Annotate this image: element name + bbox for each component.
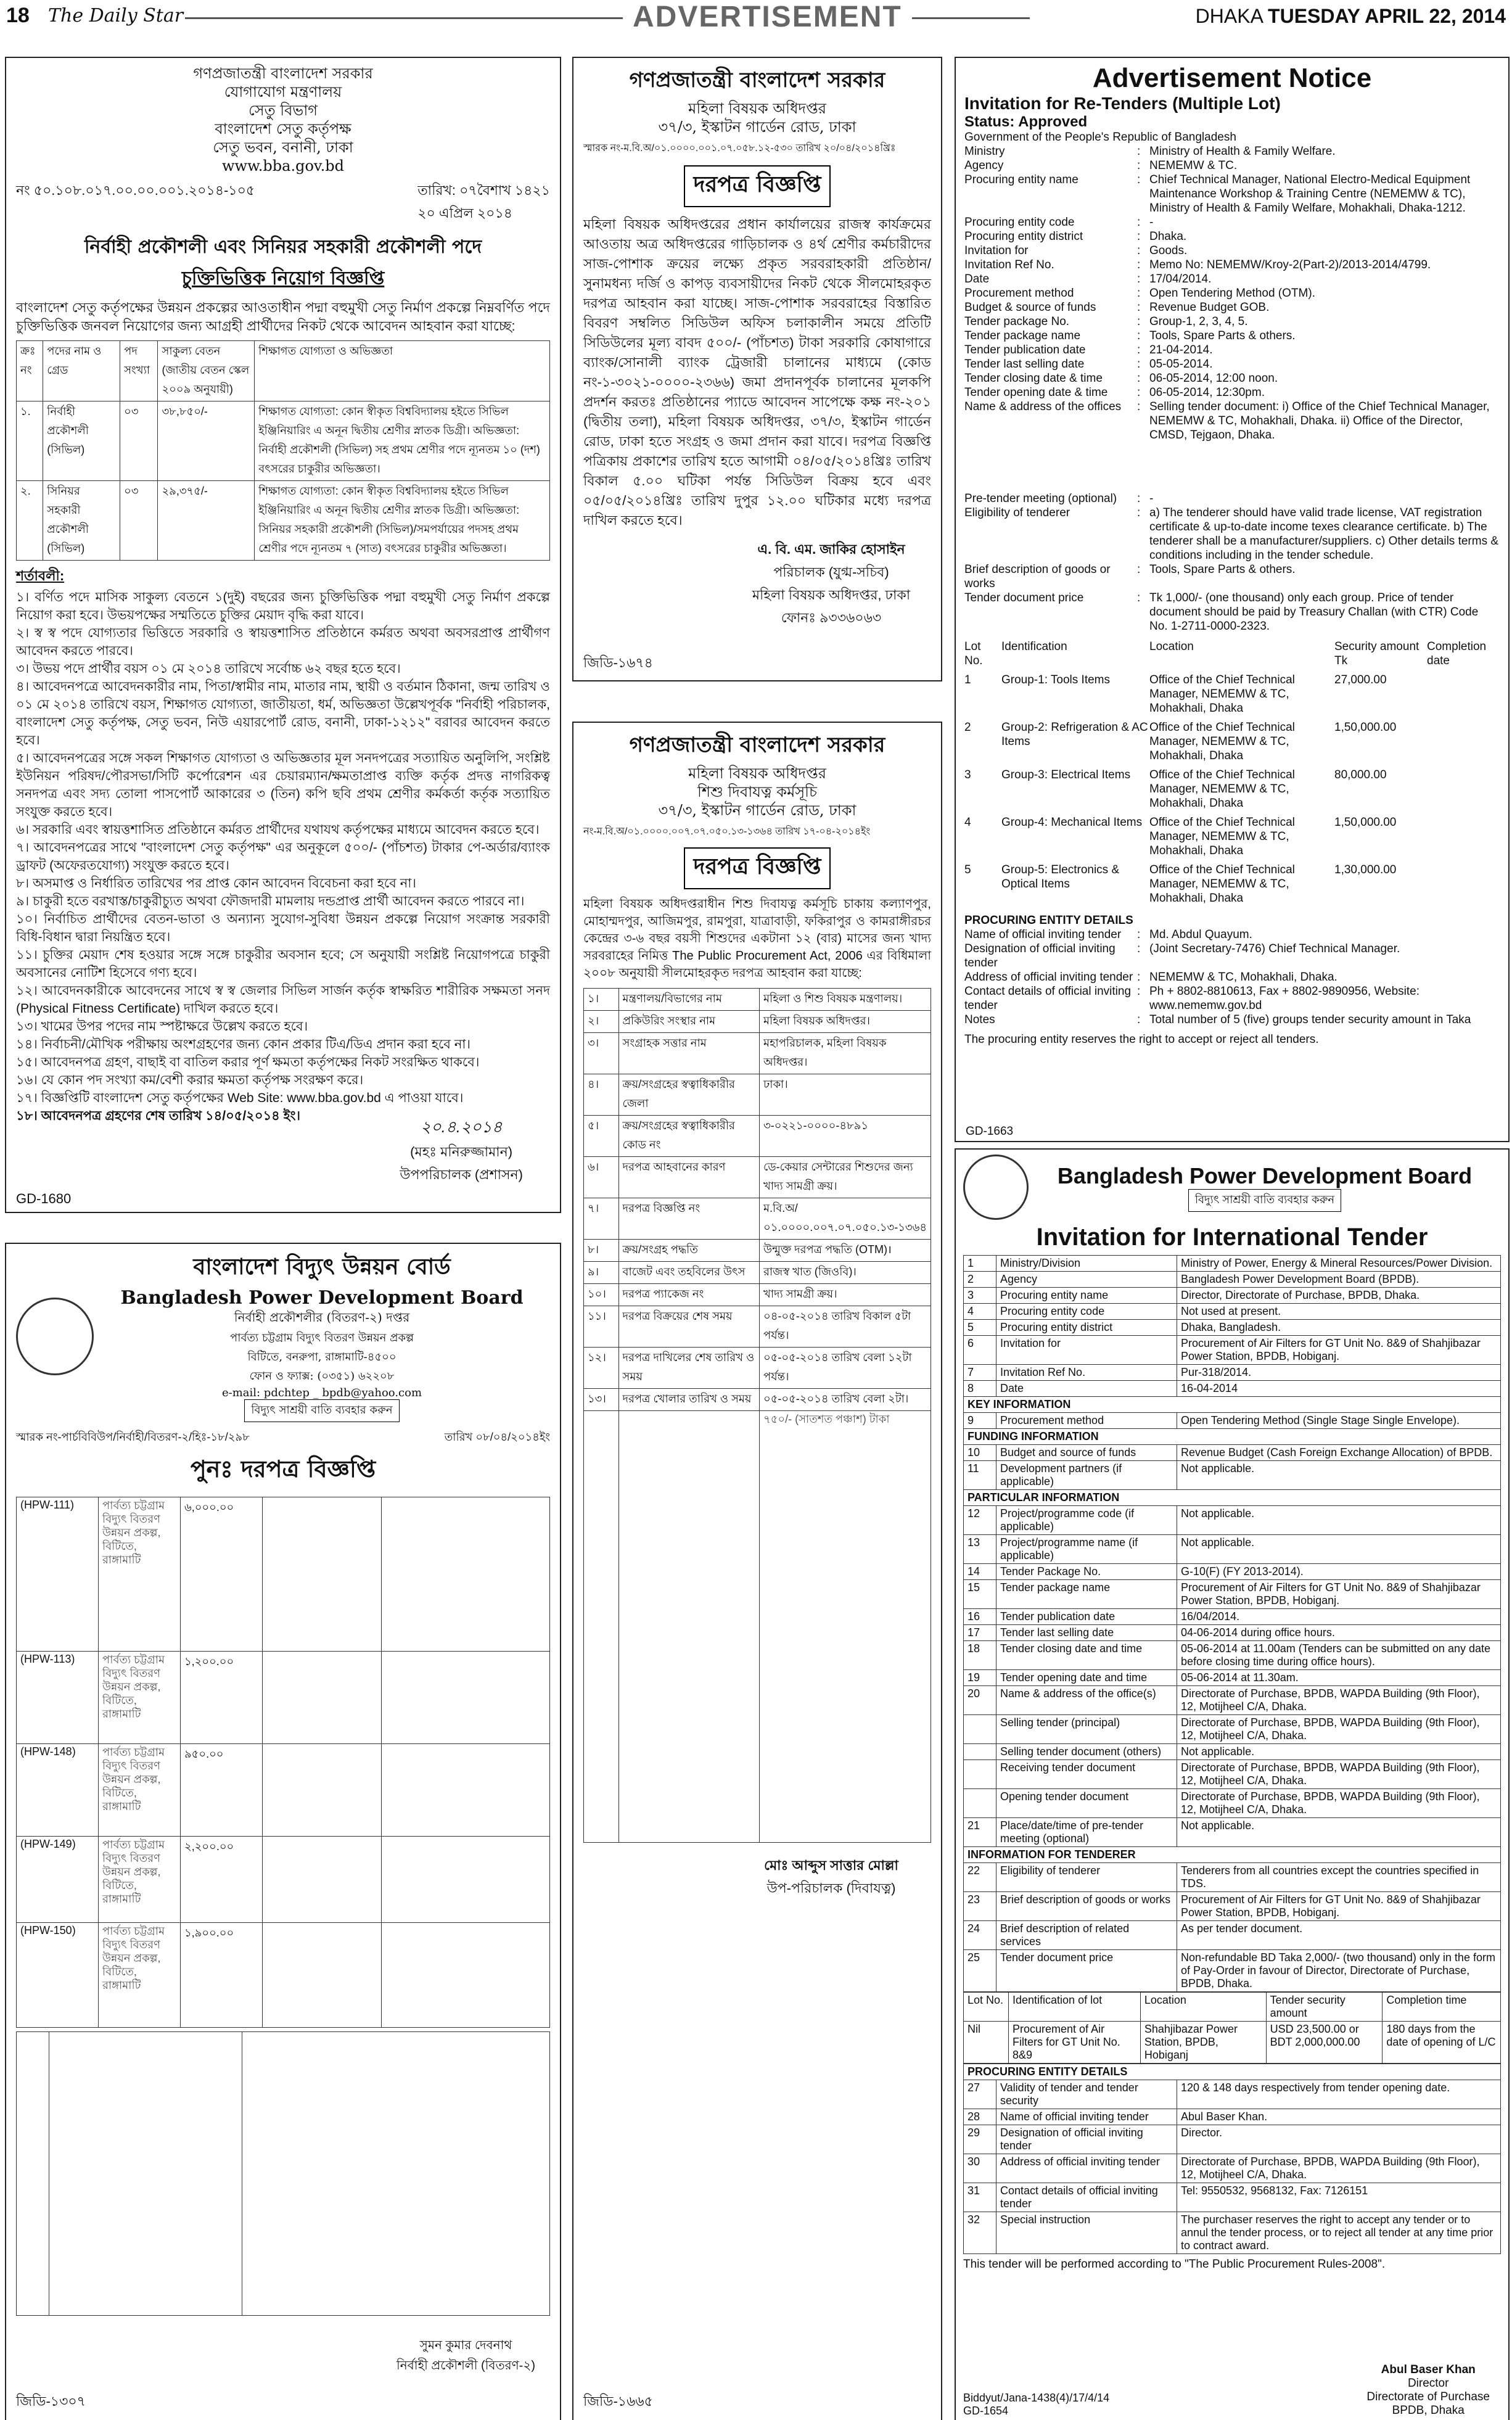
- lot-header: Lot No. Identification Location Security amount Tk Completion date: [964, 640, 1487, 667]
- section-row: PARTICULAR INFORMATION: [964, 1490, 1501, 1506]
- table-row: 2 Agency Bangladesh Power Development Board (BPDB).: [964, 1272, 1501, 1288]
- table-row: ১। মন্ত্রণালয়/বিভাগের নাম মহিলা ও শিশু বিষয়ক মন্ত্রণালয়।: [584, 989, 931, 1011]
- table-row: 10 Budget and source of funds Revenue Budget (Cash Foreign Exchange Allocation) of BPDB.: [964, 1445, 1501, 1461]
- table-row: 30 Address of official inviting tender Directorate of Purchase, BPDB, WAPDA Building (9th Floor), 12, Motijheel C/A, Dhaka.: [964, 2154, 1501, 2183]
- bpdb-en-lot-table: [963, 1992, 1501, 2064]
- table-row: ২। প্রকিউরিং সংস্থার নাম মহিলা বিষয়ক অধিদপ্তর।: [584, 1011, 931, 1033]
- bpdb-retender-ad: [5, 1243, 561, 2420]
- table-row: ৭। দরপত্র বিজ্ঞপ্তি নং ম.বি.অ/০১.০০০০.০০৭.০৭.০৫০.১৩-১৩৬৪: [584, 1198, 931, 1240]
- table-row: 11 Development partners (if applicable) Not applicable.: [964, 1461, 1501, 1490]
- bpdb-en-footer: This tender will be performed according to "The Public Procurement Rules-2008".: [963, 2258, 1386, 2271]
- list-item: 1 Group-1: Tools Items Office of the Chief Technical Manager, NEMEMW & TC, Mohakhali, Dhaka 27,000.00: [964, 673, 1387, 715]
- list-item: Procurement method : Open Tendering Method (OTM).: [964, 287, 1315, 300]
- list-item: Tender publication date : 21-04-2014.: [964, 344, 1213, 356]
- bpdb-logo-icon: [963, 1154, 1029, 1220]
- mwa-uniform-tender-ad: [572, 57, 942, 681]
- table-row: ১২। দরপত্র দাখিলের শেষ তারিখ ও সময় ০৫-০৫-২০১৪ তারিখ বেলা ১২টা পর্যন্ত।: [584, 1348, 931, 1389]
- mwa1-title-wrap: [583, 165, 931, 207]
- mwa2-body: মহিলা বিষয়ক অধিদপ্তরাধীন শিশু দিবাযত্ন কর্মসূচি চাকায় কল্যাণপুর, মোহাম্মদপুর, আজিমপুর, রামপুরা, যাত্রাবাড়ী, ফকিরাপুর ও কামরাঙ্গীরচর কেন্দ্রের ৩-৬ বছর বয়সী শিশুদের একটানা ১২ (বার) মাসের জন্য খাদ্য সরবরাহের নিমিত্ত The Public Procurement Act, 2006 এর বিধিমালা ২০০৮ অনুযায়ী সীলমোহরকৃত দরপত্র আহবান করা যাচ্ছে:: [583, 897, 931, 980]
- ad-code: GD-1680: [16, 1191, 72, 1206]
- table-row: ৪। ক্রয়/সংগ্রহের স্বত্বাধিকারীর জেলা ঢাকা।: [584, 1074, 931, 1116]
- bba-signature-block: ২০.৪.২০১৪ (মহঃ মনিরুজ্জামান) উপপরিচালক (প্রশাসন): [400, 1114, 523, 1187]
- mwa2-address: ৩৭/৩, ইস্কাটন গার্ডেন রোড, ঢাকা: [658, 802, 857, 819]
- table-row: 1 Ministry/Division Ministry of Power, Energy & Mineral Resources/Power Division.: [964, 1256, 1501, 1272]
- bpdb-en-org: Bangladesh Power Development Board: [1057, 1163, 1473, 1188]
- bba-header: গণপ্রজাতন্ত্রী বাংলাদেশ সরকার যোগাযোগ মন্ত্রণালয় সেতু বিভাগ বাংলাদেশ সেতু কর্তৃপক্ষ সেতু ভবন, বনানী, ঢাকা www.bba.gov.bd: [193, 65, 373, 175]
- list-item: Procuring entity district : Dhaka.: [964, 230, 1187, 243]
- list-item: Tender package name : Tools, Spare Parts & others.: [964, 329, 1296, 342]
- mwa2-title: দরপত্র বিজ্ঞপ্তি: [684, 847, 831, 889]
- table-row: 17 Tender last selling date 04-06-2014 during office hours.: [964, 1625, 1501, 1641]
- section-row: PROCURING ENTITY DETAILS: [964, 2064, 1501, 2080]
- bpdb-en-info-table: [963, 1255, 1501, 1992]
- table-row: ৮। ক্রয়/সংগ্রহ পদ্ধতি উন্মুক্ত দরপত্র পদ্ধতি (OTM)।: [584, 1240, 931, 1262]
- table-row: 29 Designation of official inviting tender Director.: [964, 2125, 1501, 2154]
- mwa1-memo: স্মারক নং-ম.বি.অ/০১.০০০০.০০১.০৭.০৫৮.১২-৫৩০ তারিখ ২০/০৪/২০১৪খ্রিঃ: [583, 143, 896, 154]
- bba-intro: বাংলাদেশ সেতু কর্তৃপক্ষের উন্নয়ন প্রকল্পের আওতাধীন পদ্মা বহুমুখী সেতু নির্মাণ প্রকল্পে নিম্নবর্ণিত পদে চুক্তিভিত্তিক জনবল নিয়োগের জন্য আগ্রহী প্রার্থীদের নিকট থেকে আবেদন আহবান করা যাচ্ছে:: [16, 300, 550, 334]
- bpdb-bn-title: পুনঃ দরপত্র বিজ্ঞপ্তি: [190, 1455, 376, 1483]
- bpdb-logo-icon: [16, 1298, 94, 1375]
- table-row: 15 Tender package name Procurement of Air Filters for GT Unit No. 8&9 of Shahjibazar Power Station, BPDB, Hobiganj.: [964, 1580, 1501, 1609]
- section-row: FUNDING INFORMATION: [964, 1429, 1501, 1445]
- table-row: ৬। দরপত্র আহবানের কারণ ডে-কেয়ার সেন্টারের শিশুদের জন্য খাদ্য সামগ্রী ক্রয়।: [584, 1157, 931, 1198]
- table-header-row: ক্রঃ নং পদের নাম ও গ্রেড পদ সংখ্যা সাকুল্য বেতন (জাতীয় বেতন স্কেল ২০০৯ অনুযায়ী) শিক্ষাগত যোগ্যতা ও অভিজ্ঞতা: [17, 341, 550, 401]
- list-item: Invitation for : Goods.: [964, 244, 1188, 257]
- table-row: ২. সিনিয়র সহকারী প্রকৌশলী (সিভিল) ০৩ ২৯,৩৭৫/- শিক্ষাগত যোগ্যতা: কোন স্বীকৃত বিশ্ববিদ্যালয় হইতে সিভিল ইঞ্জিনিয়ারিং এ অনূন দ্বিতীয় শ্রেণীর স্নাতক ডিগ্রী। অভিজ্ঞতা: সিনিয়র সহকারী প্রকৌশলী (সিভিল)/সমপর্যায়ের পদসহ প্রথম শ্রেণীর পদে ন্যূনতম ৭ (সাত) বৎসরের চাকুরীর অভিজ্ঞতা।: [17, 481, 550, 561]
- list-item: Date : 17/04/2014.: [964, 273, 1212, 286]
- nememw-title: Advertisement Notice: [1092, 63, 1372, 93]
- nememw-status: Status: Approved: [964, 113, 1088, 130]
- ad-code: GD-1663: [966, 1125, 1014, 1138]
- table-row: ৭৫০/- (সাতশত পঞ্চাশ) টাকা: [584, 1411, 931, 1843]
- section-title: ADVERTISEMENT: [623, 0, 912, 34]
- issue-date: DHAKA TUESDAY APRIL 22, 2014: [1195, 5, 1506, 27]
- table-row: 5 Procuring entity district Dhaka, Bangladesh.: [964, 1320, 1501, 1336]
- table-row: ১. নির্বাহী প্রকৌশলী (সিভিল) ০৩ ৩৮,৮৫০/- শিক্ষাগত যোগ্যতা: কোন স্বীকৃত বিশ্ববিদ্যালয় হইতে সিভিল ইঞ্জিনিয়ারিং এ অনূন দ্বিতীয় শ্রেণীর স্নাতক ডিগ্রী। অভিজ্ঞতা: নির্বাহী প্রকৌশলী (সিভিল) সহ প্রথম শ্রেণীর পদে ন্যূনতম ১০ (দশ) বৎসরের চাকুরীর অভিজ্ঞতা।: [17, 401, 550, 481]
- list-item: Name & address of the offices : Selling tender document: i) Office of the Chief Technical Manager, NEMEMW & TC, Mohakhali, Dhaka. ii) Office of the Director, CMSD, Tejgaon, Dhaka.: [964, 400, 1490, 442]
- mwa2-title-wrap: [583, 847, 931, 889]
- bpdb-bn-details-table: [16, 2031, 550, 2316]
- table-row: Selling tender document (others) Not applicable.: [964, 1744, 1501, 1760]
- nememw-details: [964, 928, 1500, 1027]
- list-item: Procuring entity name : Chief Technical Manager, National Electro-Medical Equipment Maintenance Workshop & Training Centre (NEMEMW & TC), Ministry of Health & Family Welfare, Mohakhali, Dhaka-1212.: [964, 173, 1471, 215]
- newspaper-name: The Daily Star: [48, 5, 184, 27]
- mwa2-program: শিশু দিবাযত্ন কর্মসূচি: [697, 783, 817, 800]
- mwa1-body: মহিলা বিষয়ক অধিদপ্তরের প্রধান কার্যালয়ের রাজস্ব কার্যক্রমের আওতায় অত্র অধিদপ্তরের গাড়িচালক ও ৪র্থ শ্রেণীর কর্মচারীদের সাজ-পোশাক ক্রয়ের লক্ষ্যে প্রকৃত সরবরাহকারী প্রতিষ্ঠান/ সুনামধন্য দর্জি ও কাপড় ব্যবসায়ীদের নিকট থেকে সীলমোহরকৃত দরপত্র আহবান করা যাচ্ছে। সাজ-পোশাক সরবরাহের বিস্তারিত বিবরণ সম্বলিত সিডিউল অফিস চলাকালীন সময়ে প্রতিটি সিডিউলের মূল্য বাবদ ৫০০/- (পাঁচশত) টাকা সরকারি কোষাগারে ব্যাংক/সোনালী ব্যাংক ট্রেজারী চালানের মাধ্যমে (কোড নং-১-৩০২১-০০০০-২৩৬৬) জমা প্রদানপূর্বক চালানের মূলকপি প্রদর্শন করতঃ প্রতিষ্ঠানের প্যাডে আবেদন সাপেক্ষে কক্ষ নং-২০১ (দ্বিতীয় তলা), মহিলা বিষয়ক অধিদপ্তর, ৩৭/৩, ইস্কাটন গার্ডেন রোড, ঢাকা হতে সংগ্রহ ও জমা প্রদান করা যাবে। দরপত্র বিজ্ঞপ্তি পত্রিকায় প্রকাশের তারিখ হতে আগামী ০৪/০৫/২০১৪খ্রিঃ তারিখ বিকাল ৫.০০ ঘটিকা পর্যন্ত সিডিউল বিক্রয় হবে এবং ০৫/০৫/২০১৪খ্রিঃ তারিখ দুপুর ১২.০০ ঘটিকার মধ্যে দরপত্র দাখিল করতে হবে।: [583, 216, 931, 528]
- ad-code: জিডি-১৬৬৫: [583, 2393, 653, 2409]
- list-item: Tender opening date & time : 06-05-2014, 12:30pm.: [964, 386, 1265, 399]
- table-row: (HPW-113) পার্বত্য চট্টগ্রাম বিদ্যুৎ বিতরণ উন্নয়ন প্রকল্প, বিটিতে, রাঙ্গামাটি ১,২০০.০০: [17, 1652, 550, 1744]
- bpdb-bn-signature: সুমন কুমার দেবনাথ নির্বাহী প্রকৌশলী (বিতরণ-২): [396, 2339, 535, 2373]
- list-item: Tender closing date & time : 06-05-2014, 12:00 noon.: [964, 372, 1278, 385]
- list-item: Contact details of official inviting tender : Ph + 8802-8810613, Fax + 8802-9890956, Website: www.nememw.gov.bd: [964, 985, 1420, 1012]
- list-item: Procuring entity code : -: [964, 216, 1154, 229]
- masthead: [0, 0, 1512, 33]
- table-row: ১৩। দরপত্র খোলার তারিখ ও সময় ০৫-০৫-২০১৪ তারিখ বেলা ২টা।: [584, 1389, 931, 1411]
- mwa2-signature: মোঃ আব্দুস সাত্তার মোল্লা উপ-পরিচালক (দিবাযত্ন): [764, 1858, 898, 1896]
- table-row: Selling tender (principal) Directorate of Purchase, BPDB, WAPDA Building (9th Floor), 12, Motijheel C/A, Dhaka.: [964, 1715, 1501, 1744]
- nememw-details-head: PROCURING ENTITY DETAILS: [964, 914, 1133, 927]
- mwa-food-tender-ad: [572, 722, 942, 2420]
- bba-memo-line: নং ৫০.১০৮.০১৭.০০.০০.০০১.২০১৪-১০৫ তারিখ: ০৭বৈশাখ ১৪২১ ২০ এপ্রিল ২০১৪: [16, 183, 550, 221]
- table-row: 4 Procuring entity code Not used at present.: [964, 1304, 1501, 1320]
- bba-recruitment-ad: [5, 57, 561, 1213]
- bpdb-bn-lot-table: [16, 1497, 550, 2028]
- table-row: 20 Name & address of the office(s) Directorate of Purchase, BPDB, WAPDA Building (9th Floor), 12, Motijheel C/A, Dhaka.: [964, 1686, 1501, 1715]
- mwa1-gov: গণপ্রজাতন্ত্রী বাংলাদেশ সরকার: [629, 68, 885, 93]
- bpdb-en-header: [963, 1154, 1501, 1220]
- table-row: ১০। দরপত্র প্যাকেজ নং খাদ্য সামগ্রী ক্রয়।: [584, 1284, 931, 1306]
- table-row: [17, 2032, 550, 2316]
- table-row: (HPW-148) পার্বত্য চট্টগ্রাম বিদ্যুৎ বিতরণ উন্নয়ন প্রকল্প, বিটিতে, রাঙ্গামাটি ৯৫০.০০: [17, 1744, 550, 1837]
- table-row: Nil Procurement of Air Filters for GT Unit No. 8&9 Shahjibazar Power Station, BPDB, Hobiganj USD 23,500.00 or BDT 2,000,000.00 180 days from the date of opening of L/C: [964, 2022, 1501, 2064]
- table-row: 16 Tender publication date 16/04/2014.: [964, 1609, 1501, 1625]
- nememw-key-values: [964, 144, 1500, 633]
- bpdb-en-slogan: বিদ্যুৎ সাশ্রয়ী বাতি ব্যবহার করুন: [1188, 1189, 1341, 1212]
- table-row: (HPW-150) পার্বত্য চট্টগ্রাম বিদ্যুৎ বিতরণ উন্নয়ন প্রকল্প, বিটিতে, রাঙ্গামাটি ১,৯০০.০০: [17, 1923, 550, 2028]
- mwa2-dept: মহিলা বিষয়ক অধিদপ্তর: [688, 765, 826, 782]
- ad-code: জিডি-১৩০৭: [16, 2393, 86, 2409]
- table-row: 12 Project/programme code (if applicable) Not applicable.: [964, 1506, 1501, 1535]
- table-row: 24 Brief description of related services As per tender document.: [964, 1921, 1501, 1950]
- table-row: 14 Tender Package No. G-10(F) (FY 2013-2014).: [964, 1564, 1501, 1580]
- mwa2-info-table: [583, 988, 931, 1843]
- table-row: 28 Name of official inviting tender Abul Baser Khan.: [964, 2109, 1501, 2125]
- table-row: 13 Project/programme name (if applicable) Not applicable.: [964, 1535, 1501, 1564]
- list-item: 2 Group-2: Refrigeration & AC Items Office of the Chief Technical Manager, NEMEMW & TC, Mohakhali, Dhaka 1,50,000.00: [964, 721, 1397, 762]
- table-row: Receiving tender document Directorate of Purchase, BPDB, WAPDA Building (9th Floor), 12, Motijheel C/A, Dhaka.: [964, 1760, 1501, 1789]
- nememw-lot-list: [964, 640, 1500, 905]
- table-row: 7 Invitation Ref No. Pur-318/2014.: [964, 1365, 1501, 1381]
- ad-code: Biddyut/Jana-1438(4)/17/4/14 GD-1654: [963, 2392, 1110, 2417]
- nememw-gov: Government of the People's Republic of Bangladesh: [964, 131, 1236, 144]
- list-item: Tender last selling date : 05-05-2014.: [964, 358, 1213, 371]
- table-row: Opening tender document Directorate of Purchase, BPDB, WAPDA Building (9th Floor), 12, Motijheel C/A, Dhaka.: [964, 1789, 1501, 1818]
- ad-code: জিডি-১৬৭৪: [583, 655, 653, 670]
- page-number: 18: [6, 4, 30, 27]
- table-row: 3 Procuring entity name Director, Directorate of Purchase, BPDB, Dhaka.: [964, 1288, 1501, 1304]
- list-item: Brief description of goods or works : Tools, Spare Parts & others.: [964, 563, 1296, 590]
- list-item: Eligibility of tenderer : a) The tenderer should have valid trade license, VAT registration certificate & up-to-date income texes clearance certificate. b) The tenderer shall be a manufacturer/suppliers. c) Other details terms & conditions including in the tender schedule.: [964, 506, 1499, 562]
- list-item: Notes : Total number of 5 (five) groups tender security amount in Taka: [964, 1013, 1471, 1026]
- table-row: 22 Eligibility of tenderer Tenderers from all countries except the countries specified in TDS.: [964, 1863, 1501, 1892]
- table-row: 21 Place/date/time of pre-tender meeting (optional) Not applicable.: [964, 1818, 1501, 1847]
- list-item: 5 Group-5: Electronics & Optical Items Office of the Chief Technical Manager, NEMEMW & TC, Mohakhali, Dhaka 1,30,000.00: [964, 863, 1397, 905]
- list-item: Budget & source of funds : Revenue Budget GOB.: [964, 301, 1270, 314]
- table-row: 27 Validity of tender and tender security 120 & 148 days respectively from tender opening date.: [964, 2080, 1501, 2109]
- bba-subtitle: চুক্তিভিত্তিক নিয়োগ বিজ্ঞপ্তি: [181, 268, 385, 289]
- table-row: 18 Tender closing date and time 05-06-2014 at 11.00am (Tenders can be submitted on any date before closing time during office hours).: [964, 1641, 1501, 1670]
- bba-post-table: [16, 340, 550, 561]
- bpdb-bn-memo: স্মারক নং-পার্চবিবিউপ/নির্বাহী/বিতরণ-২/হিঃ-১৮/২৯৮ তারিখ ০৮/০৪/২০১৪ইং: [16, 1431, 550, 1443]
- mwa1-dept: মহিলা বিষয়ক অধিদপ্তর: [688, 100, 826, 117]
- list-item: Agency : NEMEMW & TC.: [964, 159, 1238, 172]
- mwa1-title: দরপত্র বিজ্ঞপ্তি: [684, 165, 831, 207]
- nememw-footer: The procuring entity reserves the right to accept or reject all tenders.: [964, 1033, 1319, 1046]
- list-item: Pre-tender meeting (optional) : -: [964, 492, 1154, 505]
- bba-title: নির্বাহী প্রকৌশলী এবং সিনিয়র সহকারী প্রকৌশলী পদে: [84, 236, 482, 258]
- list-item: Tender document price : Tk 1,000/- (one thousand) only each group. Price of tender document should be paid by Treasury Challan (with CTR) Code No. 1-2711-0000-2323.: [964, 591, 1479, 633]
- bba-conditions: ১। বর্ণিত পদে মাসিক সাকুল্য বেতনে ১(দুই) বছরের জন্য চুক্তিভিত্তিক পদ্মা বহুমুখী সেতু নির্মাণ প্রকল্পে নিয়োগ করা হবে। উভয়পক্ষের সম্মতিতে চুক্তির মেয়াদ বৃদ্ধি করা যাবে। ২। স্ব স্ব পদে যোগ্যতার ভিত্তিতে সরকারি ও স্বায়ত্তশাসিত প্রতিষ্ঠানে কর্মরত অথবা অবসরপ্রাপ্ত প্রার্থীগণ আবেদন করতে পারবে। ৩। উভয় পদে প্রার্থীর বয়স ০১ মে ২০১৪ তারিখে সর্বোচ্চ ৬২ বছর হতে হবে। ৪। আবেদনপত্রে আবেদনকারীর নাম, পিতা/স্বামীর নাম, মাতার নাম, স্থায়ী ও বর্তমান ঠিকানা, জন্ম তারিখ ও ০১ মে ২০১৪ তারিখে বয়স, শিক্ষাগত যোগ্যতা, জাতীয়তা, ধর্ম, অভিজ্ঞতা উল্লেখপূর্বক "নির্বাহী পরিচালক, বাংলাদেশ সেতু কর্তৃপক্ষ, সেতু ভবন, নিউ এয়ারপোর্ট রোড, বনানী, ঢাকা-১২১২" বরাবর আবেদন করতে হবে। ৫। আবেদনপত্রের সঙ্গে সকল শিক্ষাগত যোগ্যতা ও অভিজ্ঞতার মূল সনদপত্রের সত্যায়িত অনুলিপি, সংশ্লিষ্ট ইউনিয়ন পরিষদ/পৌরসভা/সিটি কর্পোরেশন এর চেয়ারম্যান/ক্ষমতাপ্রাপ্ত ব্যক্তি কর্তৃক প্রদত্ত নাগরিকত্ব সনদপত্র এবং সদ্য তোলা পাসপোর্ট আকারের ৩ (তিন) কপি ছবি প্রথম শ্রেণীর কর্মকর্তা কর্তৃক সত্যায়িত সংযুক্ত করতে হবে। ৬। সরকারি এবং স্বায়ত্তশাসিত প্রতিষ্ঠানে কর্মরত প্রার্থীদের যথাযথ কর্তৃপক্ষের মাধ্যমে আবেদন করতে হবে। ৭। আবেদনপত্রের সাথে "বাংলাদেশ সেতু কর্তৃপক্ষ" এর অনুকূলে ৫০০/- (পাঁচশত) টাকার পে-অর্ডার/ব্যাংক ড্রাফট (অফেরতযোগ্য) সংযুক্ত করতে হবে। ৮। অসমাপ্ত ও নির্ধারিত তারিখের পর প্রাপ্ত কোন আবেদন বিবেচনা করা হবে না। ৯। চাকুরী হতে বরখাস্ত/চাকুরীচ্যুত অথবা ফৌজদারী মামলায় দন্ডপ্রাপ্ত প্রার্থী আবেদন করতে পারবে না। ১০। নির্বাচিত প্রার্থীদের বেতন-ভাতা ও অন্যান্য সুযোগ-সুবিধা উন্নয়ন প্রকল্পে নিয়োগ সংক্রান্ত সরকারী বিধি-বিধান দ্বারা নিয়ন্ত্রিত হবে। ১১। চুক্তির মেয়াদ শেষ হওয়ার সঙ্গে সঙ্গে চাকুরীর অবসান হবে; সে অনুযায়ী সংশ্লিষ্ট নিয়োগপত্রে চাকুরী অবসানের নোটিশ হিসেবে গণ্য হবে। ১২। আবেদনকারীকে আবেদনের সাথে স্ব স্ব জেলার সিভিল সার্জন কর্তৃক স্বাক্ষরিত শারীরিক সক্ষমতা সনদ (Physical Fitness Certificate) দাখিল করতে হবে। ১৩। খামের উপর পদের নাম স্পষ্টাক্ষরে উল্লেখ করতে হবে। ১৪। নির্বাচনী/মৌখিক পরীক্ষায় অংশগ্রহণের জন্য কোন প্রকার টিএ/ডিএ প্রদান করা হবে না। ১৫। আবেদনপত্র গ্রহণ, বাছাই বা বাতিল করার পূর্ণ ক্ষমতা কর্তৃপক্ষের নিকট সংরক্ষিত থাকবে। ১৬। যে কোন পদ সংখ্যা কম/বেশী করার ক্ষমতা কর্তৃপক্ষ সংরক্ষণ করে। ১৭। বিজ্ঞপ্তিটি বাংলাদেশ সেতু কর্তৃপক্ষের Web Site: www.bba.gov.bd এ পাওয়া যাবে। ১৮। আবেদনপত্র গ্রহণের শেষ তারিখ ১৪/০৫/২০১৪ ইং।: [16, 590, 550, 1123]
- list-item: Tender package No. : Group-1, 2, 3, 4, 5.: [964, 315, 1248, 328]
- mwa1-address: ৩৭/৩, ইস্কাটন গার্ডেন রোড, ঢাকা: [658, 118, 857, 136]
- table-row: 25 Tender document price Non-refundable BD Taka 2,000/- (two thousand) only in the form of Pay-Order in favour of Director, Directorate of Purchase, BPDB, Dhaka.: [964, 1950, 1501, 1992]
- section-row: KEY INFORMATION: [964, 1397, 1501, 1413]
- signature-date: ২০.৪.২০১৪: [420, 1117, 503, 1136]
- table-row: 8 Date 16-04-2014: [964, 1381, 1501, 1397]
- bpdb-en-signature: Abul Baser Khan Director Directorate of Purchase BPDB, Dhaka: [1366, 2363, 1490, 2417]
- bpdb-en-entity-table: [963, 2064, 1501, 2254]
- bpdb-bn-header: বাংলাদেশ বিদ্যুৎ উন্নয়ন বোর্ড Bangladesh Power Development Board নির্বাহী প্রকৌশলীর (বিতরণ-২) দপ্তর পার্বত্য চট্টগ্রাম বিদ্যুৎ বিতরণ উন্নয়ন প্রকল্প বিটিতে, বনরুপা, রাঙ্গামাটি-৪৫০০ ফোন ও ফ্যাক্স: (০৩৫১) ৬২২০৮ e-mail: pdchtep _ bpdb@yahoo.com বিদ্যুৎ সাশ্রয়ী বাতি ব্যবহার করুন: [16, 1250, 550, 1422]
- table-row: (HPW-111) পার্বত্য চট্টগ্রাম বিদ্যুৎ বিতরণ উন্নয়ন প্রকল্প, বিটিতে, রাঙ্গামাটি ৬,০০০.০০: [17, 1497, 550, 1652]
- mwa2-memo: নং-ম.বি.অ/০১.০০০০.০০৭.০৭.০৫০.১৩-১৩৬৪ তারিখ ১৭-০৪-২০১৪ইং: [583, 826, 871, 837]
- list-item: Invitation Ref No. : Memo No: NEMEMW/Kroy-2(Part-2)/2013-2014/4799.: [964, 258, 1431, 271]
- section-row: INFORMATION FOR TENDERER: [964, 1847, 1501, 1863]
- bba-conditions-label: শর্তাবলী:: [16, 568, 65, 583]
- list-item: Designation of official inviting tender : (Joint Secretary-7476) Chief Technical Manager.: [964, 942, 1400, 969]
- table-row: ৯। বাজেট এবং তহবিলের উৎস রাজস্ব খাত (জিওবি)।: [584, 1262, 931, 1284]
- list-item: 4 Group-4: Mechanical Items Office of the Chief Technical Manager, NEMEMW & TC, Mohakhali, Dhaka 1,50,000.00: [964, 816, 1397, 857]
- table-row: ১১। দরপত্র বিক্রয়ের শেষ সময় ০৪-০৫-২০১৪ তারিখ বিকাল ৫টা পর্যন্ত।: [584, 1306, 931, 1348]
- bpdb-intl-tender-ad: [955, 1148, 1510, 2420]
- bpdb-en-title: Invitation for International Tender: [1036, 1224, 1428, 1251]
- list-item: Name of official inviting tender : Md. Abdul Quayum.: [964, 928, 1252, 941]
- table-row: 31 Contact details of official inviting tender Tel: 9550532, 9568132, Fax: 7126151: [964, 2183, 1501, 2212]
- mwa1-signature: এ. বি. এম. জাকির হোসাইন পরিচালক (যুগ্ম-সচিব) মহিলা বিষয়ক অধিদপ্তর, ঢাকা ফোনঃ ৯৩৩৬০৬৩: [752, 541, 911, 625]
- table-row: ৩। সংগ্রাহক সত্তার নাম মহাপরিচালক, মহিলা বিষয়ক অধিদপ্তর।: [584, 1033, 931, 1074]
- mwa2-gov: গণপ্রজাতন্ত্রী বাংলাদেশ সরকার: [629, 733, 885, 757]
- table-row: ৫। ক্রয়/সংগ্রহের স্বত্বাধিকারীর কোড নং ৩-০২২১-০০০০-৪৮৯১: [584, 1116, 931, 1157]
- table-row: 6 Invitation for Procurement of Air Filters for GT Unit No. 8&9 of Shahjibazar Power Station, BPDB, Hobiganj.: [964, 1336, 1501, 1365]
- nememw-subtitle: Invitation for Re-Tenders (Multiple Lot): [964, 94, 1281, 113]
- list-item: Ministry : Ministry of Health & Family Welfare.: [964, 145, 1336, 158]
- table-row: 19 Tender opening date and time 05-06-2014 at 11.30am.: [964, 1670, 1501, 1686]
- nememw-retender-ad: [955, 57, 1510, 1142]
- table-header-row: Lot No. Identification of lot Location Tender security amount Completion time: [964, 1993, 1501, 2022]
- table-row: 32 Special instruction The purchaser reserves the right to accept any tender or to annul the tender process, or to reject all tender at any time prior to contract award.: [964, 2212, 1501, 2254]
- table-row: 9 Procurement method Open Tendering Method (Single Stage Single Envelope).: [964, 1413, 1501, 1429]
- table-row: 23 Brief description of goods or works Procurement of Air Filters for GT Unit No. 8&9 of Shahjibazar Power Station, BPDB, Hobiganj.: [964, 1892, 1501, 1921]
- list-item: Address of official inviting tender : NEMEMW & TC, Mohakhali, Dhaka.: [964, 971, 1337, 984]
- table-row: (HPW-149) পার্বত্য চট্টগ্রাম বিদ্যুৎ বিতরণ উন্নয়ন প্রকল্প, বিটিতে, রাঙ্গামাটি ২,২০০.০০: [17, 1837, 550, 1923]
- list-item: 3 Group-3: Electrical Items Office of the Chief Technical Manager, NEMEMW & TC, Mohakhali, Dhaka 80,000.00: [964, 768, 1387, 810]
